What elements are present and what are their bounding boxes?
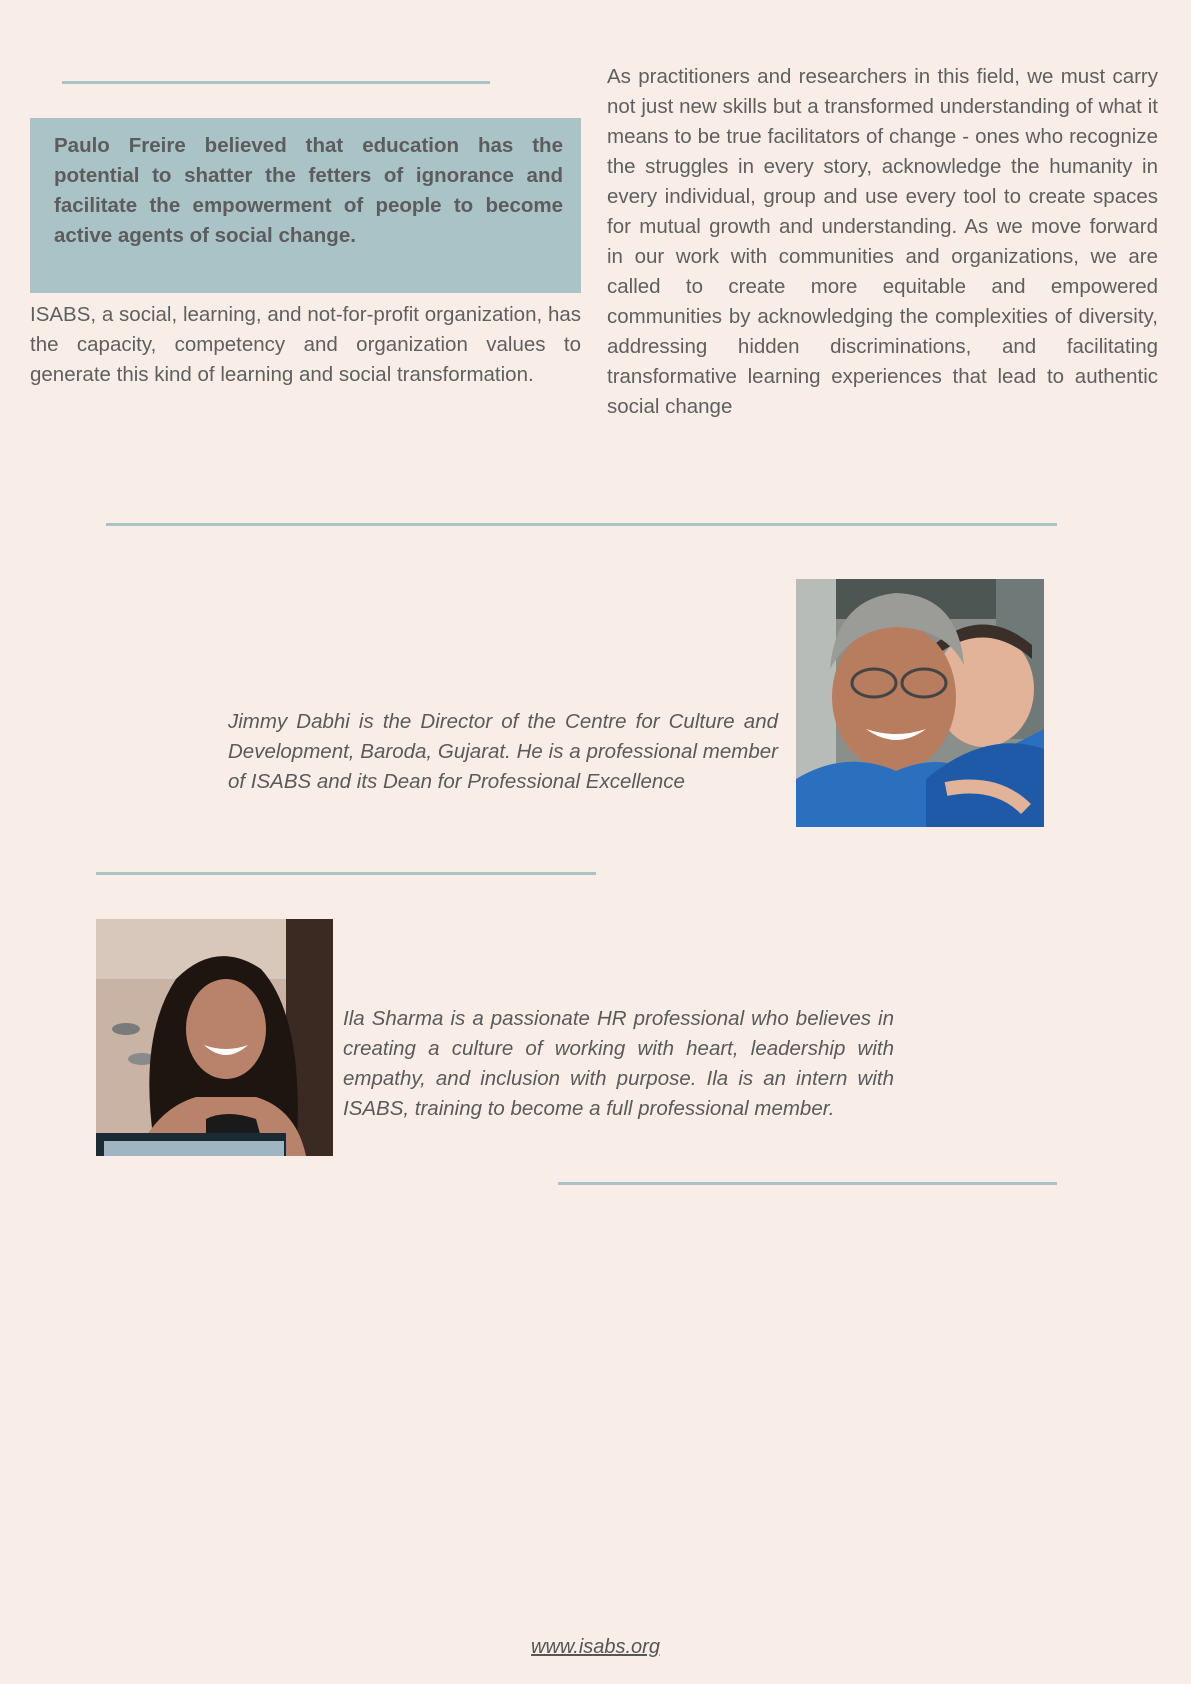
divider-middle — [106, 523, 1057, 526]
photo-jimmy-dabhi — [796, 579, 1044, 827]
pull-quote-text: Paulo Freire believed that education has the potential to shatter the fetters of ignorance and facilitate the empowerment of people to become active agents of social change. — [54, 134, 563, 247]
bio-jimmy-dabhi: Jimmy Dabhi is the Director of the Centre for Culture and Development, Baroda, Gujarat. He is a professional member of ISABS and its Dean for Professional Excellence — [228, 710, 778, 793]
portrait-man-with-child-image — [796, 579, 1044, 827]
left-paragraph: ISABS, a social, learning, and not-for-profit organization, has the capacity, competency and organization values to generate this kind of learning and social transformation. — [30, 303, 581, 386]
portrait-woman-image — [96, 919, 333, 1156]
divider-lower-left — [96, 872, 596, 875]
footer-website-link[interactable]: www.isabs.org — [531, 1636, 660, 1658]
divider-top-left — [62, 81, 490, 84]
pull-quote-box — [30, 118, 581, 293]
right-paragraph: As practitioners and researchers in this field, we must carry not just new skills but a transformed understanding of what it means to be true facilitators of change - ones who recognize the struggles in every story, acknowledge the humanity in every individual, group and use every tool to create spaces for mutual growth and understanding. As we move forward in our work with communities and organizations, we are called to create more equitable and empowered communities by acknowledging the complexities of diversity, addressing hidden discriminations, and facilitating transformative learning experiences that lead to authentic social change — [607, 65, 1158, 418]
divider-lower-right — [558, 1182, 1057, 1185]
bio-ila-sharma: Ila Sharma is a passionate HR professional who believes in creating a culture of working with heart, leadership with empathy, and inclusion with purpose. Ila is an intern with ISABS, training to become a full professional member. — [343, 1007, 894, 1120]
photo-ila-sharma — [96, 919, 333, 1156]
